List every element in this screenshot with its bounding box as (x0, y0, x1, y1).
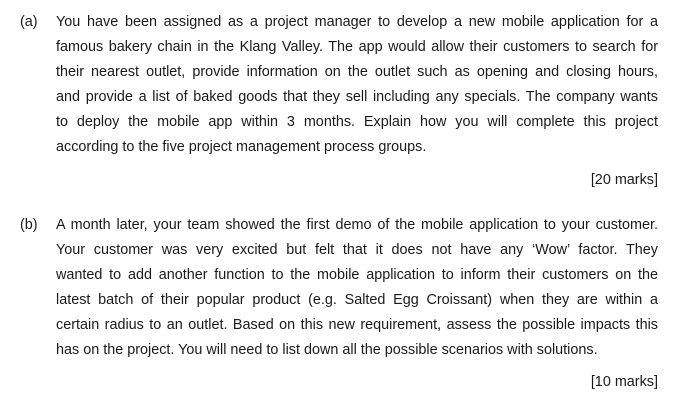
question-line (20, 288, 660, 313)
question-text-line: wanted to add another function to the mobile application to inform their customers on the (56, 267, 658, 283)
question-line (20, 85, 660, 110)
question-line (20, 238, 660, 263)
question-text-line: A month later, your team showed the first demo of the mobile application to your customer. (56, 217, 658, 233)
marks-label-a: [20 marks] (590, 172, 658, 188)
question-number: (b) (20, 217, 38, 233)
question-line (20, 35, 660, 60)
question-line (20, 110, 660, 135)
question-text-line: their nearest outlet, provide information on the outlet such as opening and closing hours, (56, 64, 658, 80)
question-text-line: certain radius to an outlet. Based on this new requirement, assess the possible impacts this (56, 317, 658, 333)
question-line (20, 263, 660, 288)
question-line (20, 338, 660, 363)
question-line (20, 135, 660, 160)
question-line (20, 313, 660, 338)
question-text-line: according to the five project management process groups. (56, 139, 427, 155)
question-text-line: famous bakery chain in the Klang Valley. The app would allow their customers to search for (56, 39, 658, 55)
question-a (20, 10, 660, 160)
question-line (20, 60, 660, 85)
question-text-line: Your customer was very excited but felt that it does not have any ‘Wow’ factor. They (56, 242, 658, 258)
question-line (20, 10, 660, 35)
question-text-line: latest batch of their popular product (e.g. Salted Egg Croissant) when they are within a (56, 292, 658, 308)
question-line (20, 213, 660, 238)
question-number: (a) (20, 14, 38, 30)
marks-label-b: [10 marks] (590, 374, 658, 390)
question-text-line: and provide a list of baked goods that they sell including any specials. The company wants (56, 89, 658, 105)
question-text-line: to deploy the mobile app within 3 months. Explain how you will complete this project (56, 114, 658, 130)
question-text-line: has on the project. You will need to list down all the possible scenarios with solutions. (56, 342, 598, 358)
question-text-line: You have been assigned as a project manager to develop a new mobile application for a (56, 14, 658, 30)
question-b (20, 213, 660, 363)
